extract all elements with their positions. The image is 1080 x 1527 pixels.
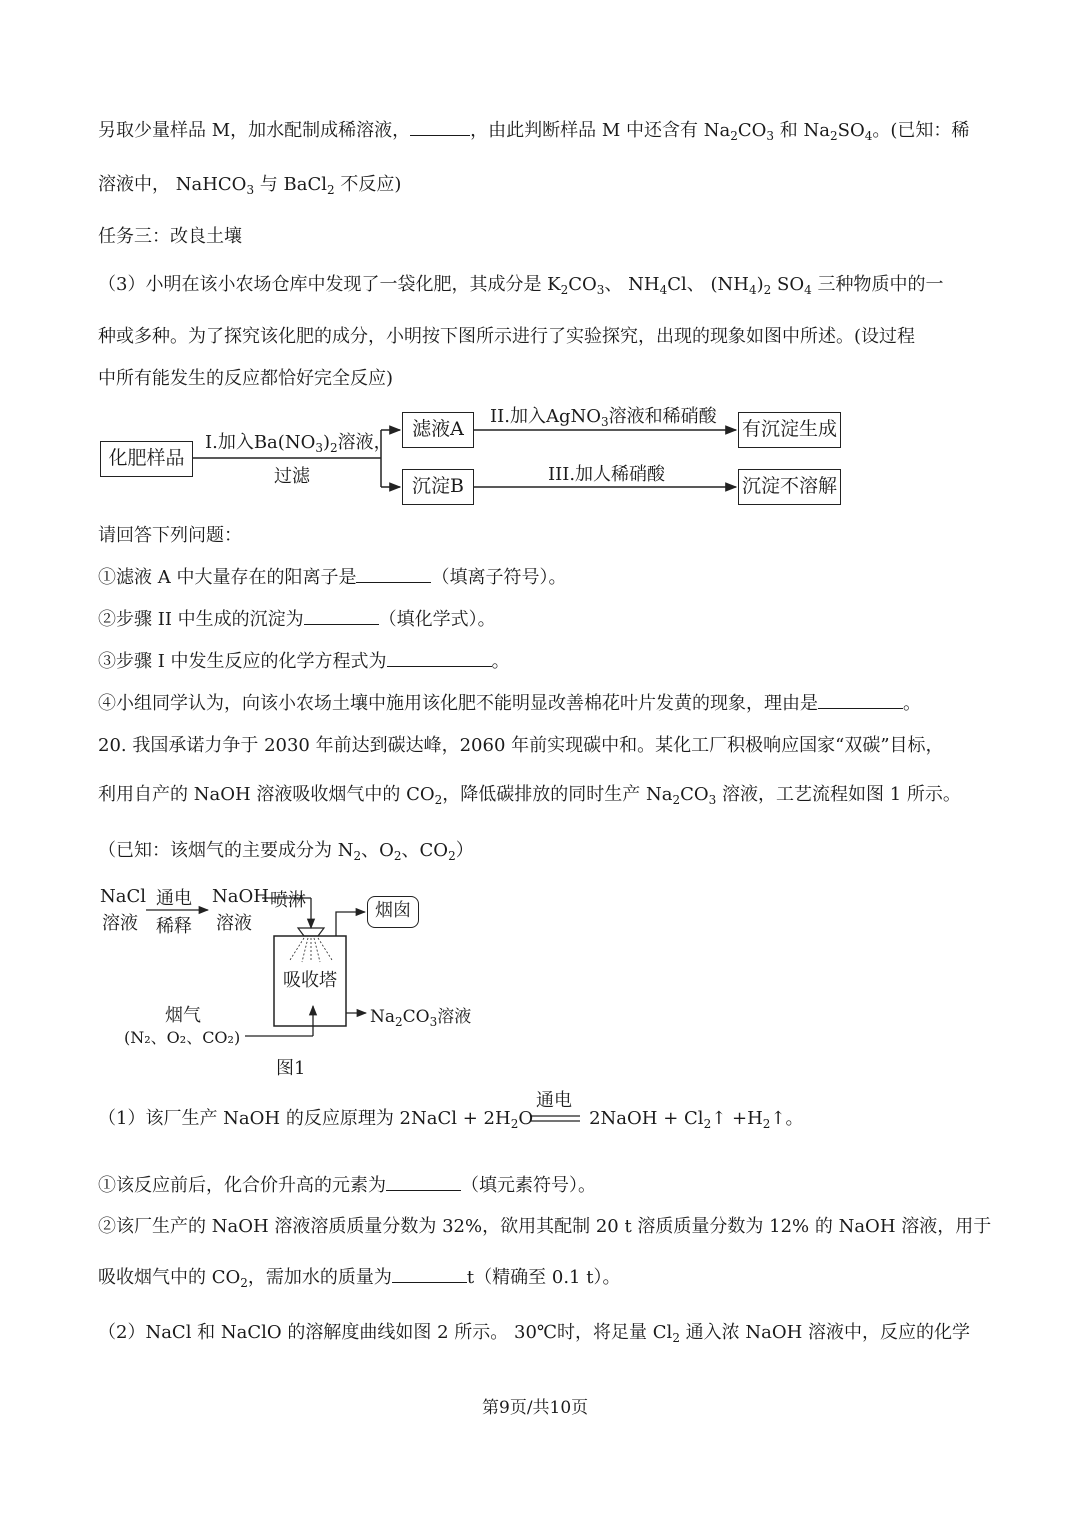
q20-1-item2: ②该厂生产的 NaOH 溶液溶质质量分数为 32%，欲用其配制 20 t 溶质质量分数为 12% 的 NaOH 溶液，用于	[98, 1216, 992, 1237]
answer-blank[interactable]	[818, 690, 903, 709]
fig1-tower: 吸收塔	[283, 970, 337, 991]
q3-line1: （3）小明在该小农场仓库中发现了一袋化肥，其成分是 $K_2CO_3$、 $NH_4Cl$、 $(NH_4)_2$ $SO_4$ 三种物质中的一	[98, 274, 944, 297]
task3-heading: 任务三：改良土壤	[98, 226, 242, 247]
fig1-naoh-solution: 溶液	[216, 913, 252, 934]
flow-box-sample: 化肥样品	[100, 441, 193, 477]
q20-line1: 20. 我国承诺力争于 2030 年前达到碳达峰，2060 年前实现碳中和。某化工厂积极响应国家“双碳”目标，	[98, 735, 944, 756]
paragraph-known: 溶液中， NaHCO$_3$ 与 BaCl$_2$ 不反应)	[98, 174, 402, 197]
fig1-product: $Na_2CO_3$溶液	[370, 1007, 472, 1029]
fig1-caption: 图1	[276, 1058, 306, 1079]
q3-line2: 种或多种。为了探究该化肥的成分，小明按下图所示进行了实验探究，出现的现象如图中所述。(设过程	[98, 326, 916, 347]
equation-condition: 通电	[536, 1090, 572, 1111]
fig1-nacl-solution: 溶液	[102, 913, 138, 934]
q20-2-line1: （2）NaCl 和 NaClO 的溶解度曲线如图 2 所示。 30℃时，将足量 $Cl_2$ 通入浓 NaOH 溶液中，反应的化学	[98, 1322, 971, 1345]
q3-item4: ④小组同学认为，向该小农场土壤中施用该化肥不能明显改善棉花叶片发黄的现象，理由是 。	[98, 690, 921, 717]
fig1-nacl: NaCl	[100, 886, 147, 907]
answer-blank[interactable]	[387, 648, 492, 667]
fig1-chimney: 烟囱	[367, 896, 419, 928]
fig1-arrow-bottom: 稀释	[156, 916, 192, 937]
q3-item3: ③步骤 I 中发生反应的化学方程式为 。	[98, 648, 510, 675]
q3-item1: ①滤液 A 中大量存在的阳离子是 （填离子符号）。	[98, 564, 566, 591]
flow-filter-label: 过滤	[274, 466, 310, 487]
flow-box-filtrate: 滤液A	[402, 412, 474, 448]
flow-step2-label: II.加入AgNO$_3$溶液和稀硝酸	[490, 406, 717, 429]
fig1-flue-components: (N₂、O₂、CO₂)	[124, 1028, 241, 1047]
answer-blank[interactable]	[356, 564, 431, 583]
fig1-spray: 喷淋	[270, 890, 306, 911]
paragraph-sample-m: 另取少量样品 M，加水配制成稀溶液， ，由此判断样品 M 中还含有 $Na_2CO_3$ 和 $Na_2SO_4$。(已知：稀	[98, 117, 969, 149]
q3-line3: 中所有能发生的反应都恰好完全反应)	[98, 368, 394, 389]
flow-step3-label: III.加人稀硝酸	[548, 464, 666, 485]
q20-line2: 利用自产的 NaOH 溶液吸收烟气中的 $CO_2$，降低碳排放的同时生产 $Na_2CO_3$ 溶液，工艺流程如图 1 所示。	[98, 784, 961, 807]
fig1-arrow-top: 通电	[156, 888, 192, 909]
flow-box-result1: 有沉淀生成	[738, 412, 841, 448]
answer-blank[interactable]	[304, 606, 379, 625]
answer-blank[interactable]	[392, 1264, 467, 1283]
fig1-flue-gas: 烟气	[165, 1005, 201, 1026]
flow-step1-label: I.加入$Ba(NO_3)_2$溶液，	[205, 432, 392, 455]
page-footer: 第9页/共10页	[482, 1398, 589, 1418]
q3-item2: ②步骤 II 中生成的沉淀为 （填化学式）。	[98, 606, 496, 633]
flow-box-precipitate: 沉淀B	[402, 469, 474, 505]
flow-box-result2: 沉淀不溶解	[738, 469, 841, 505]
q20-1-item1: ①该反应前后，化合价升高的元素为 （填元素符号）。	[98, 1172, 596, 1199]
answer-prompt: 请回答下列问题：	[98, 525, 242, 546]
answer-blank[interactable]	[386, 1172, 461, 1191]
fig1-naoh: NaOH	[212, 886, 269, 907]
q20-line3: （已知：该烟气的主要成分为 $N_2$、$O_2$、$CO_2$）	[98, 840, 474, 863]
q20-1-equation: （1）该厂生产 NaOH 的反应原理为 2NaCl + $2H_2O$ 2NaOH + $Cl_2↑$ $+H_2↑$。	[98, 1108, 804, 1131]
q20-1-item2-cont: 吸收烟气中的 $CO_2$，需加水的质量为 t（精确至 0.1 t）。	[98, 1264, 620, 1296]
